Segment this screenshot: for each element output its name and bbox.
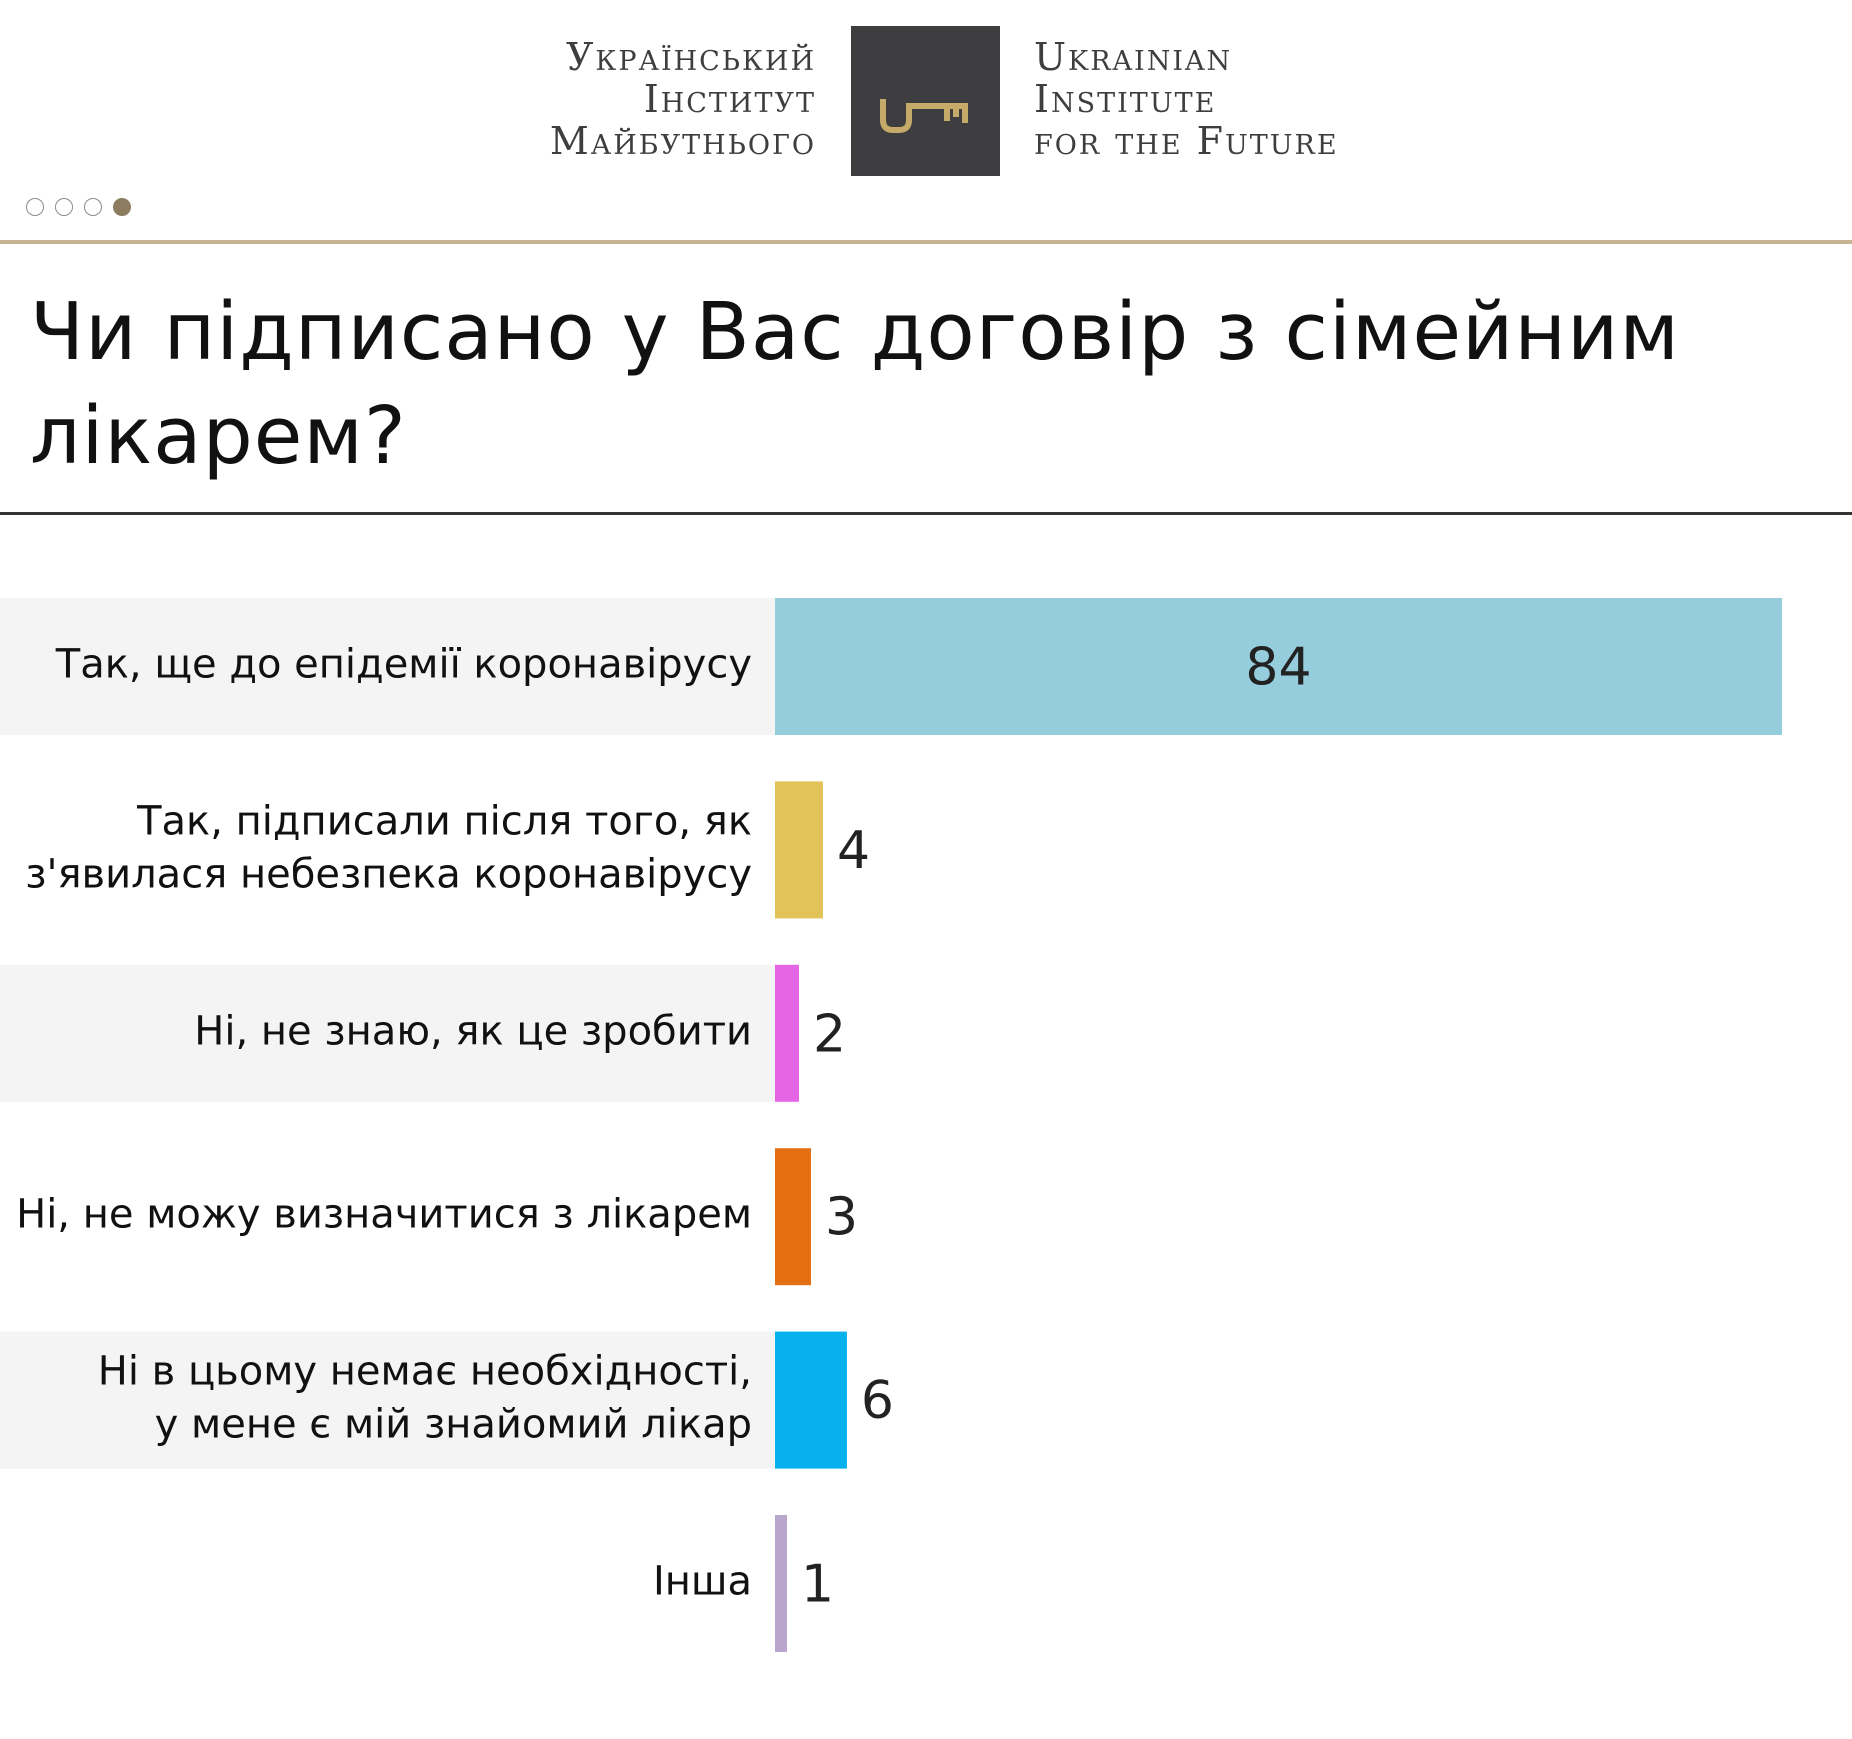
logo-ua-line-3: Майбутнього [549,119,816,163]
logo-en-line-3: for the Future [1034,119,1339,163]
bar [775,1515,787,1652]
bar [775,1332,847,1469]
value-label: 84 [1245,637,1312,698]
chart-title: Чи підписано у Вас договір з сімейним лікарем? [30,286,1680,482]
category-label: Ні, не можу визначитися з лікарем [16,1191,752,1238]
value-label: 3 [824,1187,859,1248]
logo-en-line-1: Ukrainian [1034,35,1233,79]
category-label: Так, ще до епідемії коронавірусу [55,641,752,688]
bar [775,965,799,1102]
logo-ua-line-2: Інститут [643,77,816,121]
value-label: 4 [836,820,871,881]
category-label: у мене є мій знайомий лікар [154,1401,752,1448]
category-label: Ні, не знаю, як це зробити [194,1008,752,1055]
category-label: Ні в цьому немає необхідності, [97,1348,752,1395]
logo-ua-line-1: Український [565,35,816,79]
logo-en-line-2: Institute [1034,77,1217,121]
value-label: 1 [800,1554,835,1615]
category-label: Так, підписали після того, як [137,798,752,845]
category-label: з'явилася небезпека коронавірусу [25,851,752,898]
bar [775,781,823,918]
category-label: Інша [652,1558,752,1605]
value-label: 2 [812,1004,847,1065]
value-label: 6 [860,1371,895,1432]
bar [775,1148,811,1285]
